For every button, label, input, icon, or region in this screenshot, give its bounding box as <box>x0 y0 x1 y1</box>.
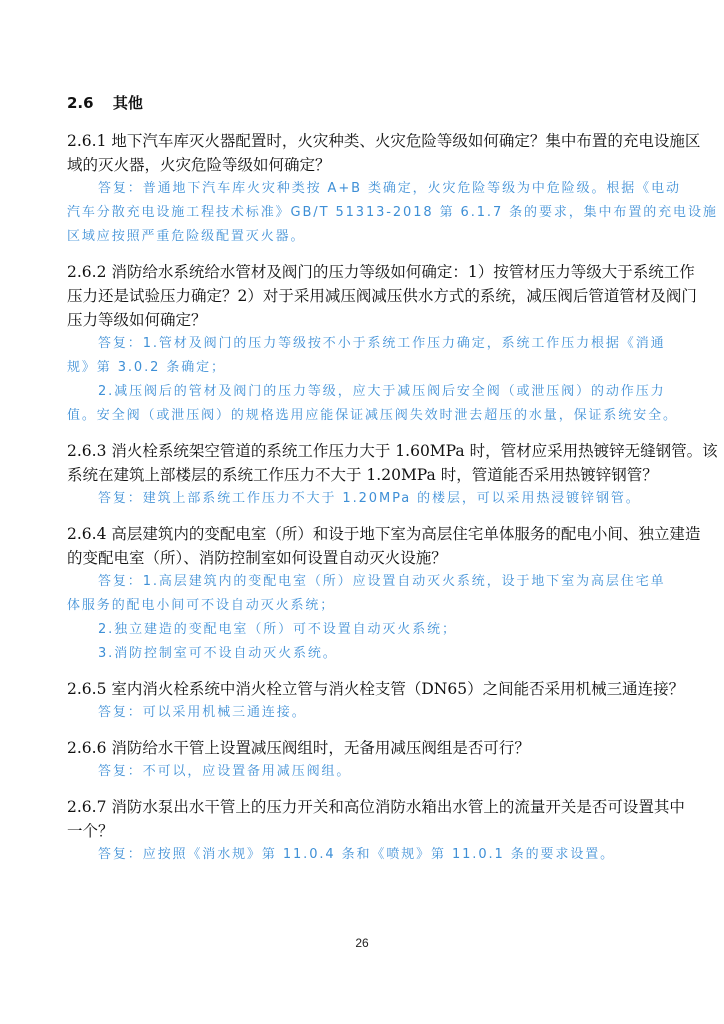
question-line: 压力等级如何确定？ <box>67 311 207 329</box>
question-line: 2.6.5 室内消火栓系统中消火栓立管与消火栓支管（DN65）之间能否采用机械三通连接？ <box>67 680 685 698</box>
answer-line: 答复：1.管材及阀门的压力等级按不小于系统工作压力确定，系统工作压力根据《消通 <box>98 336 666 351</box>
answer-line: 值。安全阀（或泄压阀）的规格选用应能保证减压阀失效时泄去超压的水量，保证系统安全。 <box>67 408 678 423</box>
answer-line: 答复：1.高层建筑内的变配电室（所）应设置自动灭火系统，设于地下室为高层住宅单 <box>98 574 666 589</box>
section-number: 2.6 <box>67 94 94 112</box>
qa-item <box>67 677 685 725</box>
answer-line: 体服务的配电小间可不设自动灭火系统； <box>67 598 336 613</box>
section-title: 其他 <box>112 94 143 112</box>
qa-item <box>67 439 718 511</box>
answer-line: 答复：应按照《消水规》第 11.0.4 条和《喷规》第 11.0.1 条的要求设置。 <box>98 847 616 862</box>
answer-line: 2.独立建造的变配电室（所）可不设置自动灭火系统； <box>98 622 457 637</box>
qa-item <box>67 129 718 249</box>
answer-line: 3.消防控制室可不设自动灭火系统。 <box>98 646 338 661</box>
answer-line: 答复：不可以，应设置备用减压阀组。 <box>98 764 352 779</box>
question-line: 2.6.6 消防给水干管上设置减压阀组时，无备用减压阀组是否可行？ <box>67 739 530 757</box>
question-line: 2.6.3 消火栓系统架空管道的系统工作压力大于 1.60MPa 时，管材应采用热镀锌无缝钢管。该 <box>67 442 718 460</box>
answer-line: 答复：建筑上部系统工作压力不大于 1.20MPa 的楼层，可以采用热浸镀锌钢管。 <box>98 491 641 506</box>
question-line: 的变配电室（所）、消防控制室如何设置自动灭火设施？ <box>67 549 447 567</box>
question-line: 2.6.7 消防水泵出水干管上的压力开关和高位消防水箱出水管上的流量开关是否可设置其中 <box>67 798 685 816</box>
document-body <box>67 91 718 878</box>
question-line: 域的灭火器，火灾危险等级如何确定？ <box>67 156 331 174</box>
question-line: 2.6.4 高层建筑内的变配电室（所）和设于地下室为高层住宅单体服务的配电小间、独立建造 <box>67 525 701 543</box>
qa-item <box>67 260 697 428</box>
question-line: 压力还是试验压力确定？2）对于采用减压阀减压供水方式的系统，减压阀后管道管材及阀门 <box>67 287 697 305</box>
qa-item <box>67 736 667 784</box>
answer-line: 规》第 3.0.2 条确定； <box>67 360 226 375</box>
answer-line: 答复：普通地下汽车库火灾种类按 A+B 类确定，火灾危险等级为中危险级。根据《电动 <box>98 181 681 196</box>
section-heading <box>67 91 667 115</box>
page-number: 26 <box>355 936 369 950</box>
qa-item <box>67 795 685 867</box>
qa-item <box>67 522 701 666</box>
answer-line: 答复：可以采用机械三通连接。 <box>98 705 307 720</box>
answer-line: 区域应按照严重危险级配置灭火器。 <box>67 229 306 244</box>
answer-line: 汽车分散充电设施工程技术标准》GB/T 51313-2018 第 6.1.7 条的要求，集中布置的充电设施 <box>67 205 718 220</box>
answer-line: 2.减压阀后的管材及阀门的压力等级，应大于减压阀后安全阀（或泄压阀）的动作压力 <box>98 384 666 399</box>
question-line: 2.6.2 消防给水系统给水管材及阀门的压力等级如何确定：1）按管材压力等级大于系统工作 <box>67 263 695 281</box>
question-line: 2.6.1 地下汽车库灭火器配置时，火灾种类、火灾危险等级如何确定？集中布置的充电设施区 <box>67 132 701 150</box>
question-line: 一个？ <box>67 822 114 840</box>
question-line: 系统在建筑上部楼层的系统工作压力不大于 1.20MPa 时，管道能否采用热镀锌钢管？ <box>67 466 658 484</box>
